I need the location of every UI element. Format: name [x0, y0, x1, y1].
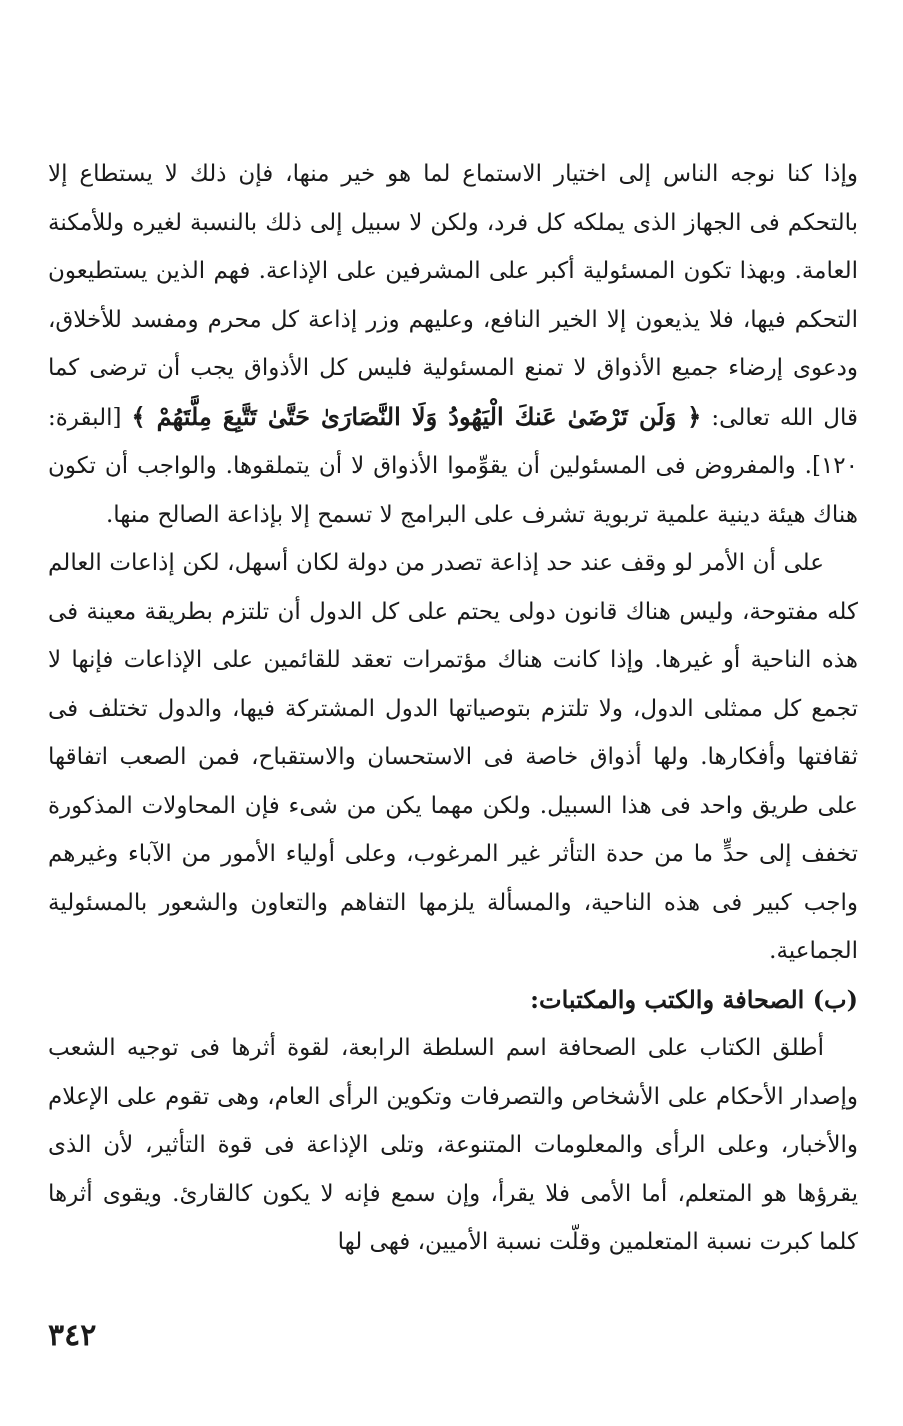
paragraph-international-broadcasts: على أن الأمر لو وقف عند حد إذاعة تصدر من دولة لكان أسهل، لكن إذاعات العالم كله مفتوحة، وليس هناك قانون دولى يحتم على كل الدول أن تلتزم بطريقة معينة فى هذه الناحية أو غيرها. وإذا كانت هناك مؤتمرات تعقد للقائمين على الإذاعات فإنها لا تجمع كل ممثلى الدول، ولا تلتزم بتوصياتها الدول المشتركة فيها، والدول تختلف فى ثقافتها وأفكارها. ولها أذواق خاصة فى الاستحسان والاستقباح، فمن الصعب اتفاقها على طريق واحد فى هذا السبيل. ولكن مهما يكن من شىء فإن المحاولات المذكورة تخفف إلى حدٍّ ما من حدة التأثر غير المرغوب، وعلى أولياء الأمور من الآباء وغيرهم واجب كبير فى هذه الناحية، والمسألة يلزمها التفاهم والتعاون والشعور بالمسئولية الجماعية. — [48, 550, 859, 964]
paragraph-radio-responsibility — [48, 150, 858, 539]
paragraph-press: أطلق الكتاب على الصحافة اسم السلطة الرابعة، لقوة أثرها فى توجيه الشعب وإصدار الأحكام على الأشخاص والتصرفات وتكوين الرأى العام، وهى تقوم على الإعلام والأخبار، وعلى الرأى والمعلومات المتنوعة، وتلى الإذاعة فى قوة التأثير، لأن الذى يقرؤها هو المتعلم، أما الأمى فلا يقرأ، وإن سمع فإنه لا يكون كالقارئ. ويقوى أثرها كلما كبرت نسبة المتعلمين وقلّت نسبة الأميين، فهى لها — [48, 1035, 858, 1255]
section-heading: (ب) الصحافة والكتب والمكتبات: — [530, 984, 858, 1014]
paragraph-text: وإذا كنا نوجه الناس إلى اختيار الاستماع لما هو خير منها، فإن ذلك لا يستطاع إلا بالتحكم فى الجهاز الذى يملكه كل فرد، ولكن لا سبيل إلى ذلك بالنسبة لغيره وللأمكنة العامة. وبهذا تكون المسئولية أكبر على المشرفين على الإذاعة. فهم الذين يستطيعون التحكم فيها، فلا يذيعون إلا الخير النافع، وعليهم وزر إذاعة كل محرم ومفسد للأخلاق، ودعوى إرضاء جميع الأذواق لا تمنع المسئولية فليس كل الأذواق يجب أن ترضى كما قال الله تعالى: — [48, 161, 859, 431]
quran-verse: ﴿ وَلَن تَرْضَىٰ عَنكَ الْيَهُودُ وَلَا النَّصَارَىٰ حَتَّىٰ تَتَّبِعَ مِلَّتَهُمْ ﴾ — [131, 401, 702, 431]
page-body — [48, 150, 858, 1267]
paragraph-text: [البقرة: ١٢٠]. والمفروض فى المسئولين أن يقوِّموا الأذواق لا أن يتملقوها. والواجب أن تكون هناك هيئة دينية علمية تربوية تشرف على البرامج لا تسمح إلا بإذاعة الصالح منها. — [48, 404, 858, 528]
page-number: ٣٤٢ — [48, 1318, 97, 1353]
